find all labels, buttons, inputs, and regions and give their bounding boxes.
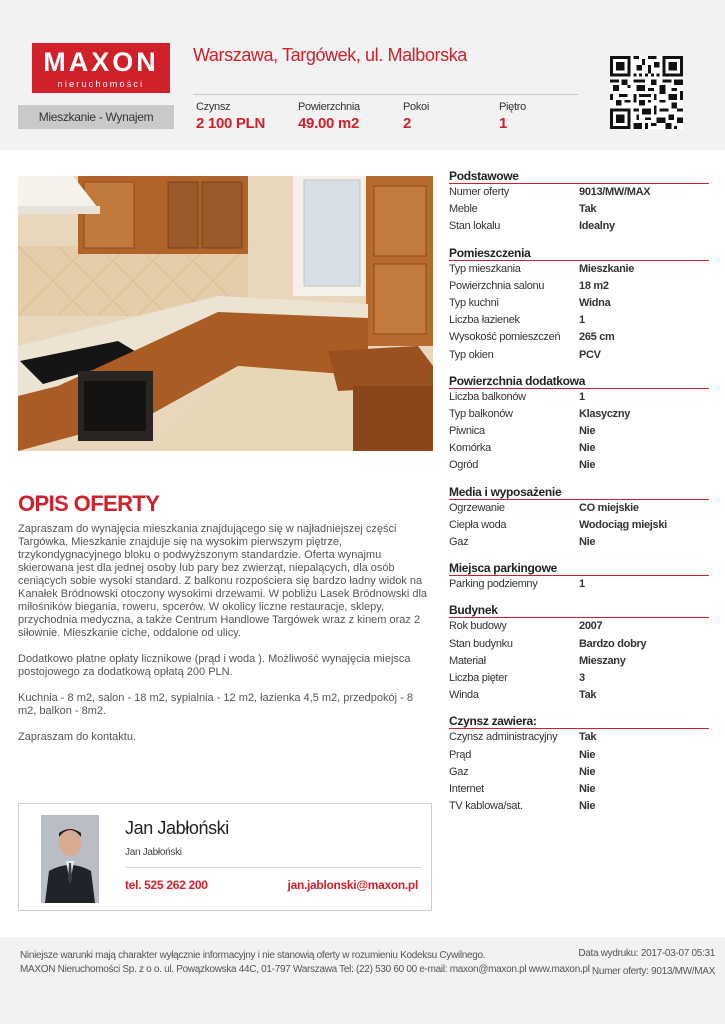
- spec-key: Wysokość pomieszczeń: [449, 331, 561, 344]
- spec-value: 2007: [579, 620, 603, 633]
- spec-row: [449, 457, 709, 474]
- stat-rooms: [403, 101, 429, 132]
- qr-code-icon[interactable]: [610, 56, 683, 129]
- agent-divider: [125, 867, 421, 868]
- spec-row: [449, 517, 709, 534]
- spec-row: [449, 295, 709, 312]
- spec-section-title: Media i wyposażenie: [449, 484, 709, 500]
- specs-panel: [449, 168, 709, 815]
- agent-phone-link[interactable]: tel. 525 262 200: [125, 878, 208, 892]
- spec-key: Ogrzewanie: [449, 501, 505, 514]
- stat-label: Pokoi: [403, 101, 430, 113]
- spec-value: Nie: [579, 536, 596, 548]
- spec-value: 265 cm: [579, 331, 615, 344]
- stat-value: 1: [499, 115, 508, 132]
- spec-row: [449, 534, 709, 551]
- spec-section-title: Pomieszczenia: [449, 245, 709, 261]
- spec-key: Typ okien: [449, 348, 494, 361]
- spec-key: Numer oferty: [449, 186, 509, 198]
- spec-row: [449, 764, 709, 781]
- spec-value: PCV: [579, 348, 601, 361]
- offer-type-badge: Mieszkanie - Wynajem: [18, 105, 174, 129]
- stat-area: [298, 101, 360, 132]
- spec-row: [449, 653, 709, 670]
- footer-offer-number: Numer oferty: 9013/MW/MAX: [591, 966, 715, 977]
- spec-row: [449, 278, 709, 295]
- stat-floor: [499, 101, 526, 132]
- spec-section-title: Podstawowe: [449, 168, 709, 184]
- spec-value: 3: [579, 671, 585, 684]
- spec-key: Piwnica: [449, 425, 485, 438]
- spec-value: Mieszany: [579, 654, 626, 667]
- spec-row: [449, 618, 709, 635]
- spec-row: [449, 781, 709, 798]
- spec-row: [449, 636, 709, 653]
- spec-value: Idealny: [579, 220, 615, 233]
- spec-value: Klasyczny: [579, 407, 631, 420]
- spec-key: Winda: [449, 689, 479, 702]
- spec-value: Widna: [579, 296, 611, 309]
- spec-value: CO miejskie: [579, 501, 639, 514]
- spec-value: 9013/MW/MAX: [579, 186, 651, 198]
- spec-key: Typ balkonów: [449, 407, 513, 420]
- spec-row: [449, 576, 709, 593]
- spec-value: Nie: [579, 459, 596, 472]
- spec-row: [449, 687, 709, 704]
- spec-row: [449, 261, 709, 278]
- spec-row: [449, 670, 709, 687]
- spec-key: Liczba łazienek: [449, 314, 520, 327]
- footer-print-date: Data wydruku: 2017-03-07 05:31: [578, 948, 715, 959]
- spec-value: Wodociąg miejski: [579, 518, 667, 531]
- description-paragraph: Dodatkowo płatne opłaty licznikowe (prąd i woda ). Możliwość wynajęcia miejsca postojowego za dodatkową opłatą 200 PLN.: [18, 653, 411, 678]
- spec-value: 18 m2: [579, 279, 609, 292]
- spec-value: Mieszkanie: [579, 262, 635, 275]
- spec-key: Ciepła woda: [449, 518, 507, 531]
- spec-key: Stan lokalu: [449, 220, 501, 233]
- spec-value: Nie: [579, 748, 596, 761]
- spec-value: Nie: [579, 442, 596, 455]
- spec-row: [449, 798, 709, 815]
- spec-key: Typ kuchni: [449, 296, 499, 309]
- spec-key: Komórka: [449, 442, 491, 455]
- spec-row: [449, 500, 709, 517]
- stat-label: Czynsz: [196, 101, 231, 113]
- spec-value: Bardzo dobry: [579, 637, 647, 650]
- spec-row: [449, 423, 709, 440]
- spec-key: Rok budowy: [449, 620, 507, 633]
- header-divider: [193, 94, 578, 95]
- spec-value: Nie: [579, 782, 596, 795]
- agent-avatar: [41, 815, 99, 903]
- spec-key: Meble: [449, 203, 478, 216]
- spec-key: Gaz: [449, 765, 469, 778]
- maxon-logo[interactable]: [32, 43, 170, 93]
- spec-row: [449, 329, 709, 346]
- property-photo[interactable]: [18, 176, 433, 451]
- spec-value: 1: [579, 578, 585, 591]
- spec-section-title: Powierzchnia dodatkowa: [449, 373, 709, 389]
- spec-row: [449, 218, 709, 235]
- spec-value: Tak: [579, 203, 597, 216]
- description-paragraph: Kuchnia - 8 m2, salon - 18 m2, sypialnia - 12 m2, łazienka 4,5 m2, przedpokój - 8 m2, balkon - 8m2.: [18, 692, 413, 717]
- spec-row: [449, 347, 709, 364]
- spec-key: Czynsz administracyjny: [449, 731, 558, 744]
- spec-row: [449, 729, 709, 746]
- stat-label: Powierzchnia: [298, 101, 360, 113]
- spec-value: Tak: [579, 689, 597, 702]
- description-paragraph: Zapraszam do wynajęcia mieszkania znajdującego się w najładniejszej części Targówka. Mieszkanie znajduje się na wysokim pierwszym piętrze, trzykondygnacyjnego bloku o podwyższonym standardzie. Oferta wynajmu skierowana jest dla jednej osoby lub pary bez zwierząt, niepalących, dla osób ceniących sobie wysoki standard. Z balkonu rozpościera się bardzo ładny widok na Kanałek Bródnowski otoczony wysokimi drzewami. W pobliżu Lasek Bródnowski dla miłośników biegania, roweru, spcerów. W okolicy liczne restauracje, sklepy, przychodnia medyczna, a także Centrum Handlowe Targówek wraz z kinem oraz 2 siłownie. Mieszkanie ciche, oddalone od ulicy.: [18, 523, 428, 639]
- agent-subname: Jan Jabłoński: [125, 847, 182, 858]
- spec-key: Internet: [449, 782, 484, 795]
- agent-name: Jan Jabłoński: [125, 818, 229, 838]
- spec-value: Nie: [579, 800, 596, 813]
- stat-value: 2 100 PLN: [196, 115, 266, 132]
- spec-section-title: Budynek: [449, 602, 709, 618]
- spec-key: Prąd: [449, 748, 472, 761]
- stat-label: Piętro: [499, 101, 526, 113]
- spec-key: Stan budynku: [449, 637, 513, 650]
- stat-rent: [196, 101, 265, 132]
- property-address: Warszawa, Targówek, ul. Malborska: [193, 45, 467, 65]
- spec-key: Liczba balkonów: [449, 390, 526, 403]
- stat-value: 2: [403, 115, 412, 132]
- spec-row: [449, 440, 709, 457]
- spec-row: [449, 389, 709, 406]
- description-title: OPIS OFERTY: [18, 491, 160, 516]
- spec-key: Gaz: [449, 536, 469, 548]
- spec-value: Tak: [579, 731, 597, 744]
- spec-key: Liczba pięter: [449, 671, 508, 684]
- footer-company-info: MAXON Nieruchomości Sp. z o o. ul. Powązkowska 44C, 01-797 Warszawa Tel: (22) 530 60 00 e-mail: maxon@maxon.pl www.maxon.pl: [20, 964, 590, 975]
- footer: [0, 937, 725, 1024]
- logo-sub-text: nieruchomości: [57, 79, 145, 89]
- spec-key: Typ mieszkania: [449, 262, 521, 275]
- spec-row: [449, 201, 709, 218]
- description-body: [18, 523, 430, 757]
- stat-value: 49.00 m2: [298, 115, 359, 132]
- description-paragraph: Zapraszam do kontaktu.: [18, 731, 137, 743]
- spec-value: Nie: [579, 765, 596, 778]
- spec-value: 1: [579, 390, 585, 403]
- spec-key: Materiał: [449, 654, 486, 667]
- header: [0, 0, 725, 150]
- logo-main-text: MAXON: [43, 47, 159, 77]
- spec-value: 1: [579, 314, 585, 327]
- spec-key: TV kablowa/sat.: [449, 800, 523, 813]
- spec-row: [449, 406, 709, 423]
- agent-card: [18, 803, 432, 911]
- footer-disclaimer: Niniejsze warunki mają charakter wyłącznie informacyjny i nie stanowią oferty w rozumieniu Kodeksu Cywilnego.: [20, 950, 486, 961]
- spec-key: Ogród: [449, 459, 479, 472]
- spec-row: [449, 747, 709, 764]
- spec-section-title: Czynsz zawiera:: [449, 713, 709, 729]
- spec-row: [449, 184, 709, 201]
- spec-key: Powierzchnia salonu: [449, 279, 545, 292]
- agent-email-link[interactable]: jan.jablonski@maxon.pl: [287, 878, 418, 892]
- spec-section-title: Miejsca parkingowe: [449, 560, 709, 576]
- spec-value: Nie: [579, 425, 596, 438]
- spec-key: Parking podziemny: [449, 578, 538, 591]
- spec-row: [449, 312, 709, 329]
